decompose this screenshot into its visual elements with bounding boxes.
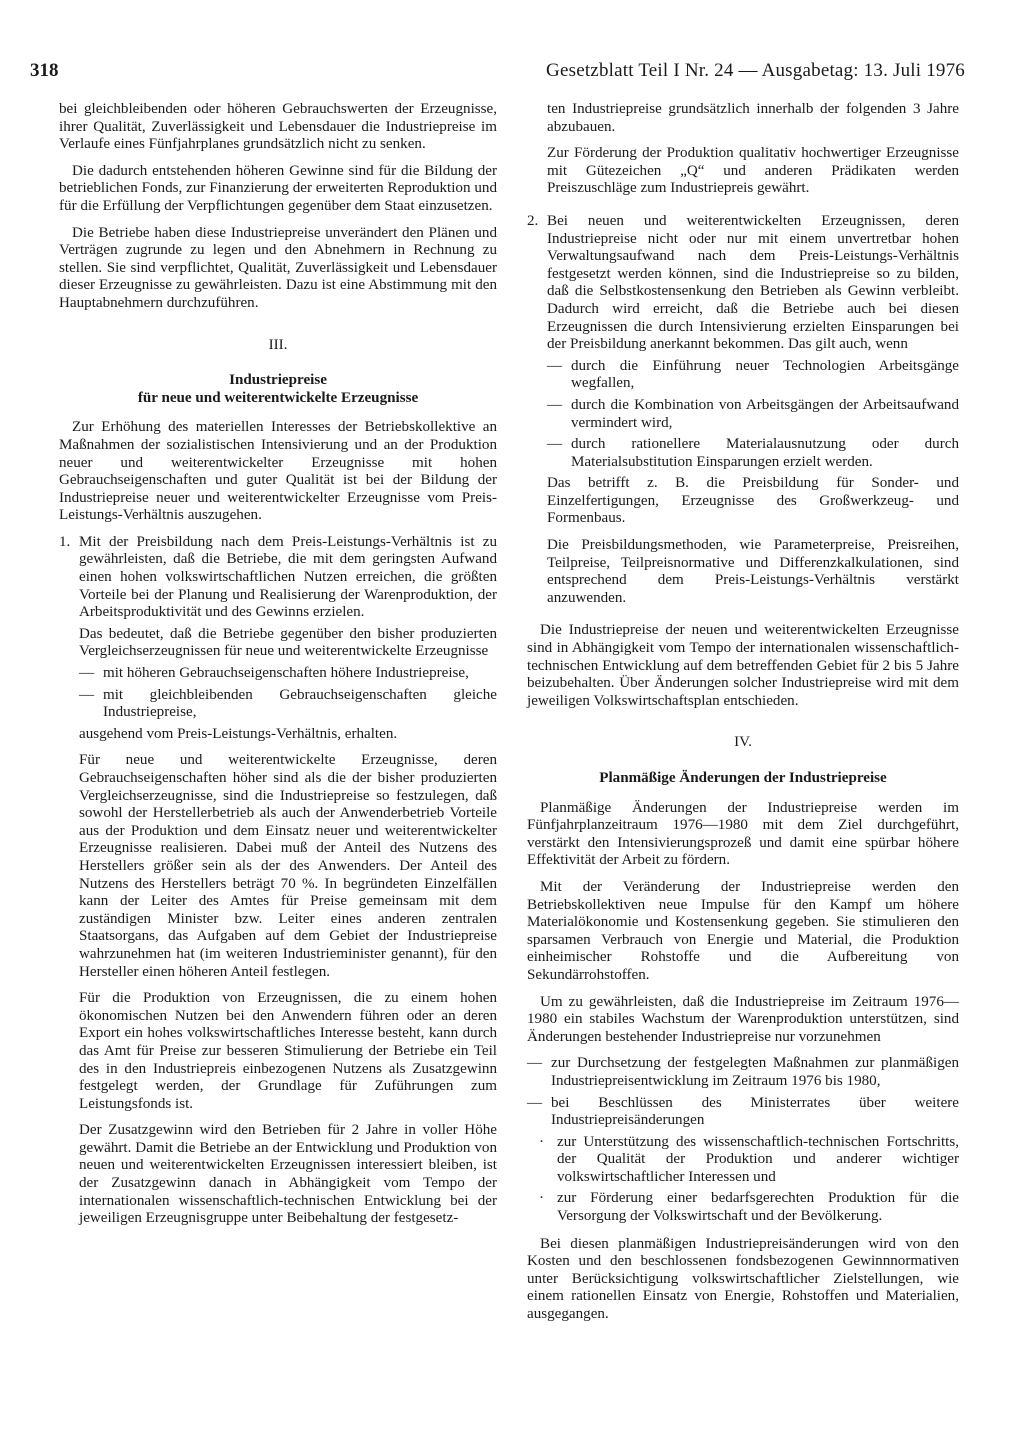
section-number: IV. xyxy=(734,734,752,751)
dash-text: durch rationellere Materialausnutzung oder durch Materialsubstitution Einsparungen erzielt werden. xyxy=(571,436,959,470)
paragraph: Das bedeutet, daß die Betriebe gegenüber den bisher produzierten Vergleichserzeugnissen für neue und weiterentwickelte Erzeugnisse xyxy=(79,625,497,660)
dash-text: mit höheren Gebrauchseigenschaften höhere Industriepreise, xyxy=(103,665,469,682)
dash-marker: — xyxy=(527,1094,543,1111)
dash-marker: — xyxy=(547,436,563,453)
section-heading-line: Industriepreise xyxy=(229,372,327,389)
paragraph: Zur Erhöhung des materiellen Interesses der Betriebskollektive an Maßnahmen der sozialistischen Intensivierung und an der Produktion neuer und weiterentwickelter Erzeugnisse mit hohen Gebrauchseigenschaften und guter Qualität ist bei der Bildung der Industriepreise neuer und weiterentwickelter Erzeugnisse vom Preis-Leistungs-Verhältnis auszugehen. xyxy=(59,419,497,524)
paragraph: Planmäßige Änderungen der Industriepreise werden im Fünfjahrplanzeitraum 1976—1980 mit dem Ziel durchgeführt, verstärkt den Intensivierungsprozeß und damit eine spürbar höhere Effektivität der Arbeit zu fördern. xyxy=(527,799,959,869)
dash-marker: — xyxy=(547,396,563,413)
paragraph: Die Preisbildungsmethoden, wie Parameterpreise, Preisreihen, Teilpreise, Teilpreisnormative und Differenzkalkulationen, sind entsprechend dem Preis-Leistungs-Verhältnis verstärkt anzuwenden. xyxy=(547,537,959,606)
paragraph: ausgehend vom Preis-Leistungs-Verhältnis, erhalten. xyxy=(79,725,398,742)
dash-text: bei Beschlüssen des Ministerrates über weitere Industriepreisänderungen xyxy=(551,1094,959,1129)
dash-marker: — xyxy=(527,1055,543,1072)
paragraph: Für die Produktion von Erzeugnissen, die zu einem hohen ökonomischen Nutzen bei den Anwendern führen oder an deren Export ein hohes volkswirtschaftliches Interesse besteht, kann durch das Amt für Preise zur besseren Stimulierung der Betriebe ein Teil des in den Industriepreis einbezogenen Nutzens als Zusatzgewinn festgelegt werden, der Grundlage für Zuführungen zum Leistungsfonds ist. xyxy=(79,990,497,1112)
page-number: 318 xyxy=(30,60,59,81)
bullet-text: zur Förderung einer bedarfsgerechten Produktion für die Versorgung der Volkswirtschaft und der Bevölkerung. xyxy=(557,1190,959,1225)
bullet-marker: · xyxy=(539,1133,545,1150)
bullet-text: zur Unterstützung des wissenschaftlich-technischen Fortschritts, der Qualität der Produktion und anderer wichtiger volkswirtschaftlicher Interessen und xyxy=(557,1133,959,1185)
item-number: 2. xyxy=(527,212,539,229)
paragraph: Die dadurch entstehenden höheren Gewinne sind für die Bildung der betrieblichen Fonds, zur Finanzierung der erweiterten Reproduktion und für die Erfüllung der Verpflichtungen gegenüber dem Staat einzusetzen. xyxy=(59,162,497,214)
numbered-item xyxy=(527,213,959,616)
bullet-item xyxy=(539,1134,959,1187)
item-body xyxy=(79,534,497,1237)
paragraph: Mit der Veränderung der Industriepreise werden den Betriebskollektiven neue Impulse für den Kampf um höhere Materialökonomie und Kostensenkung gegeben. Sie stimulieren den sparsamen Verbrauch von Energie und Material, die Produktion einheimischer Rohstoffe und die Aufbereitung von Sekundärrohstoffen. xyxy=(527,878,959,983)
left-column xyxy=(59,101,497,1243)
item-number: 1. xyxy=(59,533,71,550)
dash-text: mit gleichbleibenden Gebrauchseigenschaften gleiche Industriepreise, xyxy=(103,686,497,721)
dash-item xyxy=(547,358,959,393)
dash-item xyxy=(547,436,959,471)
dash-marker: — xyxy=(79,665,95,682)
section-heading: Planmäßige Änderungen der Industriepreise xyxy=(599,770,887,786)
page-header xyxy=(30,60,965,86)
dash-marker: — xyxy=(547,357,563,374)
section-heading xyxy=(59,372,497,407)
paragraph: Für neue und weiterentwickelte Erzeugnisse, deren Gebrauchseigenschaften höher sind als die der bisher produzierten Vergleichserzeugnisse, sind die Industriepreise so festzulegen, daß sowohl der Herstellerbetrieb als auch der Anwenderbetrieb Vorteile aus der Produktion und dem Einsatz neuer und weiterentwickelter Erzeugnisse realisieren. Dabei muß der Anteil des Nutzens des Herstellers größer sein als der des Anwenders. Der Anteil des Nutzens des Herstellers beträgt 70 %. In begründeten Einzelfällen kann der Leiter des Amtes für Preise gemeinsam mit dem zuständigen Minister bzw. Leiter eines anderen zentralen Staatsorgans, das Aufgaben auf dem Gebiet der Industriepreise wahrzunehmen hat (im weiteren Industrieminister genannt), für den Hersteller einen höheren Anteil festlegen. xyxy=(79,752,497,980)
paragraph: Der Zusatzgewinn wird den Betrieben für 2 Jahre in voller Höhe gewährt. Damit die Betriebe an der Entwicklung und Produktion von neuen und weiterentwickelten Erzeugnissen interessiert bleiben, ist der Zusatzgewinn danach in Abhängigkeit vom Tempo der internationalen wissenschaftlich-technischen Entwicklung bei der jeweiligen Erzeugnisgruppe unter Beibehaltung der festgesetz- xyxy=(79,1122,497,1227)
dash-marker: — xyxy=(79,686,95,703)
paragraph: Mit der Preisbildung nach dem Preis-Leistungs-Verhältnis ist zu gewährleisten, daß die Betriebe, die mit dem geringsten Aufwand einen hohen volkswirtschaftlichen Nutzen erreichen, die größten Vorteile bei der Planung und Realisierung der Warenproduktion, der Arbeitsproduktivität und des Gewinns erzielen. xyxy=(79,533,497,621)
paragraph: Zur Förderung der Produktion qualitativ hochwertiger Erzeugnisse mit Gütezeichen „Q“ und anderen Prädikaten werden Preiszuschläge zum Industriepreis gewährt. xyxy=(547,145,959,197)
dash-item xyxy=(79,665,497,683)
dash-text: zur Durchsetzung der festgelegten Maßnahmen zur planmäßigen Industriepreisentwicklung im Zeitraum 1976 bis 1980, xyxy=(551,1055,959,1089)
bullet-marker: · xyxy=(539,1190,545,1207)
dash-text: durch die Einführung neuer Technologien Arbeitsgänge wegfallen, xyxy=(571,357,959,392)
section-number: III. xyxy=(268,336,288,353)
dash-item xyxy=(527,1055,959,1090)
dash-item xyxy=(79,687,497,722)
running-title: Gesetzblatt Teil I Nr. 24 — Ausgabetag: 13. Juli 1976 xyxy=(546,60,965,81)
section-heading-line: für neue und weiterentwickelte Erzeugnisse xyxy=(137,389,419,406)
right-column xyxy=(527,101,959,1333)
dash-text: durch die Kombination von Arbeitsgängen der Arbeitsaufwand vermindert wird, xyxy=(571,396,959,431)
item-body xyxy=(547,213,959,616)
paragraph: Bei neuen und weiterentwickelten Erzeugnissen, deren Industriepreise nicht oder nur mit einem unvertretbar hohen Verwaltungsaufwand nach dem Preis-Leistungs-Verhältnis festgesetzt werden können, sind die Industriepreise so zu bilden, daß die Selbstkostensenkung den Betrieben als Gewinn verbleibt. Dadurch wird erreicht, daß die Betriebe auch bei diesen Erzeugnissen die durch Intensivierung erzielten Einsparungen bei der Preisbildung anerkannt bekommen. Das gilt auch, wenn xyxy=(547,212,959,353)
numbered-item xyxy=(59,534,497,1237)
dash-item xyxy=(547,397,959,432)
dash-item xyxy=(527,1095,959,1130)
paragraph: Das betrifft z. B. die Preisbildung für Sonder- und Einzelfertigungen, Erzeugnisse des Großwerkzeug- und Formenbaus. xyxy=(547,475,959,527)
continued-item xyxy=(527,101,959,207)
paragraph: bei gleichbleibenden oder höheren Gebrauchswerten der Erzeugnisse, ihrer Qualität, Zuverlässigkeit und Lebensdauer die Industriepreise im Verlaufe eines Fünfjahrplanes grundsätzlich nicht zu senken. xyxy=(59,101,497,153)
paragraph: ten Industriepreise grundsätzlich innerhalb der folgenden 3 Jahre abzubauen. xyxy=(547,101,959,135)
bullet-item xyxy=(539,1190,959,1225)
paragraph: Bei diesen planmäßigen Industriepreisänderungen wird von den Kosten und den beschlossenen fondsbezogenen Gewinnnormativen unter Berücksichtigung volkswirtschaftlicher Zielstellungen, wie einem rationellen Einsatz von Energie, Rohstoffen und Materialien, ausgegangen. xyxy=(527,1235,959,1323)
paragraph: Die Industriepreise der neuen und weiterentwickelten Erzeugnisse sind in Abhängigkeit vom Tempo der internationalen wissenschaftlich-technischen Entwicklung auf dem betreffenden Gebiet für 2 bis 5 Jahre beizubehalten. Über Änderungen solcher Industriepreise wird mit dem jeweiligen Volkswirtschaftsplan entschieden. xyxy=(527,622,959,709)
paragraph: Die Betriebe haben diese Industriepreise unverändert den Plänen und Verträgen zugrunde zu legen und den Abnehmern in Rechnung zu stellen. Sie sind verpflichtet, Qualität, Zuverlässigkeit und Lebensdauer dieser Erzeugnisse zu gewährleisten. Dazu ist eine Abstimmung mit den Hauptabnehmern durchzuführen. xyxy=(59,224,497,311)
paragraph: Um zu gewährleisten, daß die Industriepreise im Zeitraum 1976—1980 ein stabiles Wachstum der Warenproduktion unterstützen, sind Änderungen bestehender Industriepreise nur vorzunehmen xyxy=(527,993,959,1045)
